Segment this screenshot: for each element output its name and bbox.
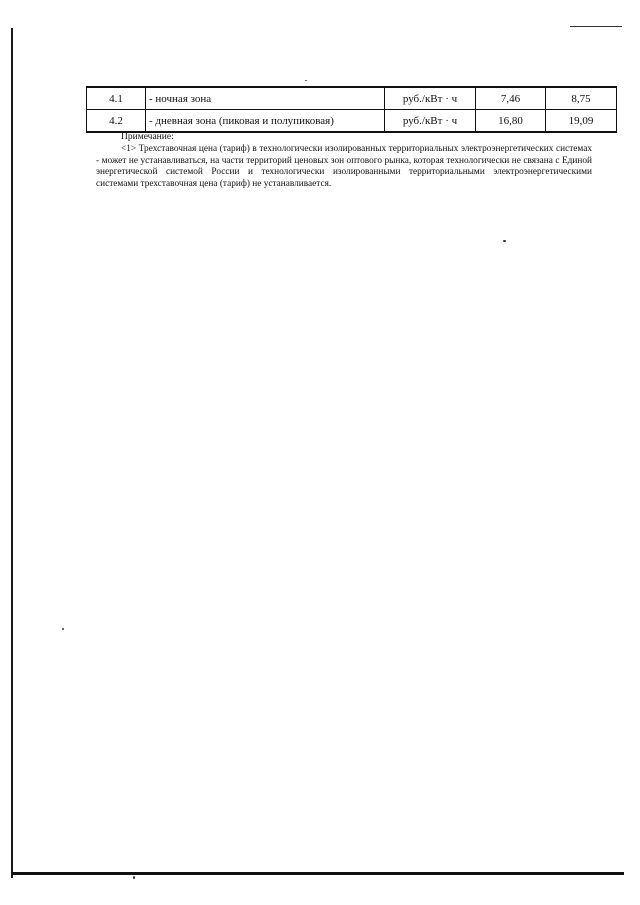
row-value-2: 19,09 <box>546 110 617 133</box>
row-value-1: 7,46 <box>476 87 546 110</box>
scan-speck <box>133 876 135 879</box>
scan-left-edge <box>11 28 13 878</box>
row-number: 4.2 <box>87 110 146 133</box>
tariff-table <box>86 86 617 133</box>
scan-speck <box>503 240 506 242</box>
row-description: - ночная зона <box>146 87 385 110</box>
scan-speck <box>62 628 64 630</box>
row-description: - дневная зона (пиковая и полупиковая) <box>146 110 385 133</box>
scan-top-line <box>570 26 622 27</box>
row-value-1: 16,80 <box>476 110 546 133</box>
row-value-2: 8,75 <box>546 87 617 110</box>
scan-bottom-edge <box>12 872 624 875</box>
scan-speck <box>305 80 307 81</box>
row-number: 4.1 <box>87 87 146 110</box>
note-text: <1> Трехставочная цена (тариф) в технологически изолированных территориальных электроэнергетических системах - может не устанавливаться, на части территорий ценовых зон оптового рынка, которая технологически не связана с Единой энергетической системой России и технологически изолированными территориальными электроэнергетическими системами трехставочная цена (тариф) не устанавливается. <box>96 144 592 189</box>
table-row <box>87 110 617 133</box>
table-row <box>87 87 617 110</box>
row-unit: руб./кВт · ч <box>385 110 476 133</box>
row-unit: руб./кВт · ч <box>385 87 476 110</box>
note-label: Примечание: <box>121 132 174 142</box>
